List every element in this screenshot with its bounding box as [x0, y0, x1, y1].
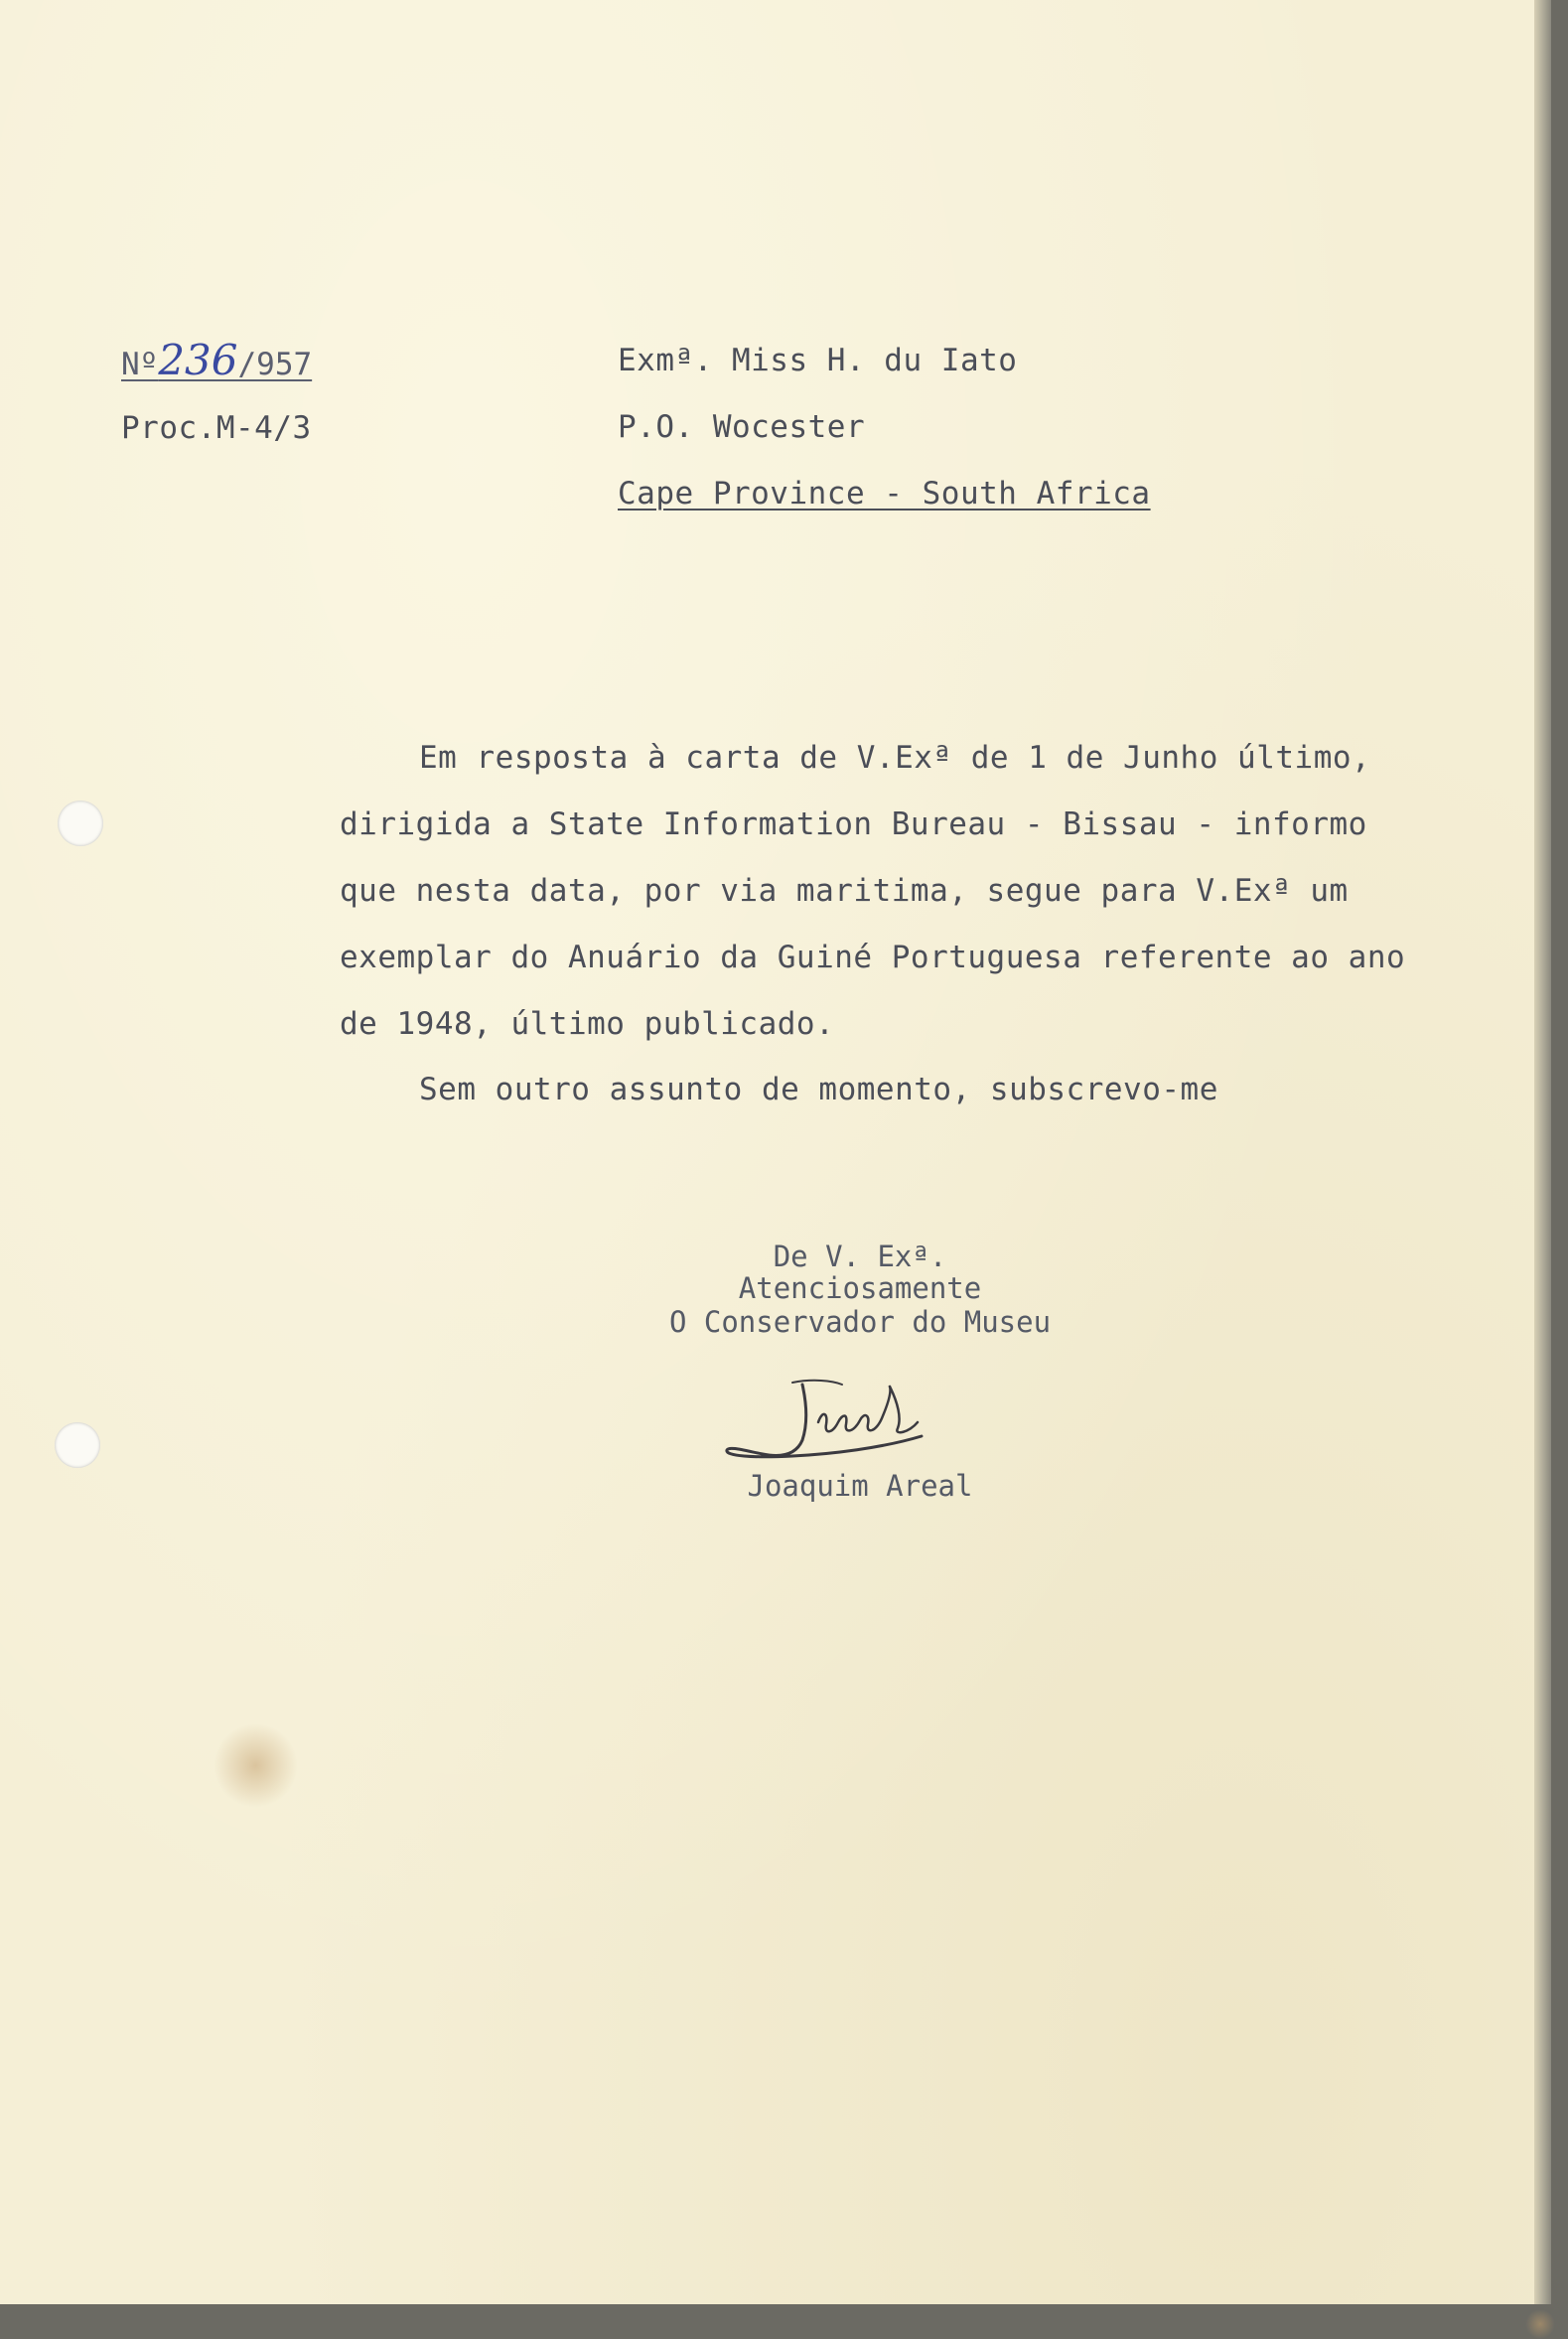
- body-line-1: Em resposta à carta de V.Exª de 1 de Junho último,: [419, 740, 1371, 776]
- body-line-3: que nesta data, por via maritima, segue para V.Exª um: [340, 873, 1349, 909]
- closing-regards: Atenciosamente: [738, 1271, 982, 1305]
- reference-year: /957: [237, 347, 313, 382]
- body-line-5: de 1948, último publicado.: [340, 1006, 835, 1042]
- reference-handwritten-number: 236: [158, 336, 238, 384]
- signatory-name: Joaquim Areal: [747, 1469, 973, 1503]
- punch-hole-bottom: [55, 1422, 100, 1468]
- body-line-4: exemplar do Anuário da Guiné Portuguesa referente ao ano: [340, 940, 1406, 975]
- paper-stain: [214, 1723, 298, 1808]
- body-line-2: dirigida a State Information Bureau - Bissau - informo: [340, 806, 1367, 842]
- punch-hole-top: [58, 801, 103, 846]
- body-line-6: Sem outro assunto de momento, subscrevo-me: [419, 1072, 1218, 1107]
- closing-title: O Conservador do Museu: [668, 1305, 1052, 1339]
- recipient-name: Exmª. Miss H. du Iato: [618, 343, 1018, 378]
- recipient-address: P.O. Wocester: [618, 409, 866, 445]
- recipient-country: Cape Province - South Africa: [618, 476, 1151, 512]
- paper-stain-edge: [1525, 2309, 1555, 2339]
- handwritten-signature: [723, 1363, 991, 1472]
- reference-number: [121, 336, 312, 384]
- page-edge-shadow: [1534, 0, 1551, 2304]
- reference-prefix: Nº: [121, 347, 159, 382]
- process-reference: Proc.M-4/3: [121, 410, 312, 446]
- closing-salutation: De V. Exª.: [773, 1240, 947, 1273]
